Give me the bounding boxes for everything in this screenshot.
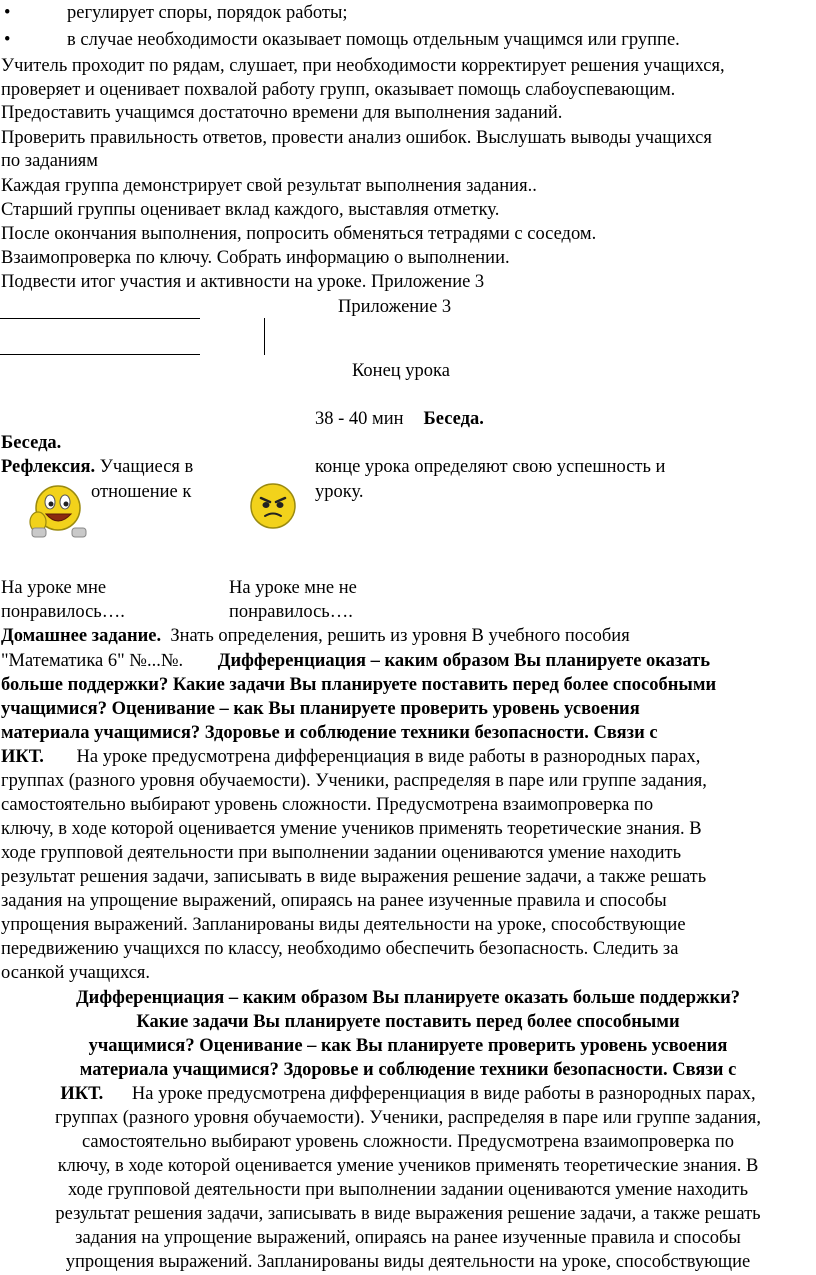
reflection-text: отношение к — [91, 482, 192, 502]
text-line: Каждая группа демонстрирует свой результат выполнения задания.. — [1, 176, 537, 196]
centered-bold-line: Дифференциация – каким образом Вы планируете оказать больше поддержки? — [75, 988, 741, 1008]
centered-line: группах (разного уровня обучаемости). Ученики, распределяя в паре или группе задания, — [55, 1108, 761, 1128]
centered-line: ходе групповой деятельности при выполнении задании оцениваются умение находить — [67, 1180, 749, 1200]
bold-line: материала учащимися? Здоровье и соблюдение техники безопасности. Связи с — [1, 723, 658, 743]
text-line: группах (разного уровня обучаемости). Ученики, распределяя в паре или группе задания, — [1, 771, 707, 791]
text-line: осанкой учащихся. — [1, 963, 151, 983]
appendix-label: Приложение 3 — [338, 297, 452, 317]
text-line: ходе групповой деятельности при выполнении задании оцениваются умение находить — [1, 843, 682, 863]
text-line: Подвести итог участия и активности на уроке. Приложение 3 — [1, 272, 485, 292]
text-line: Учитель проходит по рядам, слушает, при необходимости корректирует решения учащихся, — [1, 56, 725, 76]
text-line: ИКТ. На уроке предусмотрена дифференциация в виде работы в разнородных парах, — [1, 747, 701, 767]
centered-line: ключу, в ходе которой оценивается умение учеников применять теоретические знания. В — [57, 1156, 759, 1176]
liked-label: На уроке мне — [1, 578, 107, 598]
centered-line: задания на упрощение выражений, опираясь на ранее изученные правила и способы — [75, 1228, 741, 1248]
text-line: передвижению учащихся по классу, необходимо обеспечить безопасность. Следить за — [1, 939, 679, 959]
time-line: 38 - 40 мин Беседа. — [315, 409, 484, 429]
centered-bold-line: Какие задачи Вы планируете поставить перед более способными — [136, 1012, 680, 1032]
text-line: Взаимопроверка по ключу. Собрать информацию о выполнении. — [1, 248, 510, 268]
centered-line: самостоятельно выбирают уровень сложности. Предусмотрена взаимопроверка по — [81, 1132, 735, 1152]
centered-line: упрощения выражений. Запланированы виды деятельности на уроке, способствующие — [65, 1252, 751, 1272]
disliked-label: понравилось…. — [229, 602, 353, 622]
homework-line: Домашнее задание. Знать определения, решить из уровня В учебного пособия — [1, 626, 630, 646]
centered-line: ИКТ. На уроке предусмотрена дифференциация в виде работы в разнородных парах, — [60, 1084, 756, 1104]
talk-label: Беседа. — [1, 433, 62, 453]
unhappy-smiley-icon — [247, 480, 299, 532]
centered-line: результат решения задачи, записывать в виде выражения решение задачи, а также решать — [55, 1204, 761, 1224]
text-line: Старший группы оценивает вклад каждого, выставляя отметку. — [1, 200, 500, 220]
text-line: результат решения задачи, записывать в виде выражения решение задачи, а также решать — [1, 867, 707, 887]
centered-bold-line: учащимися? Оценивание – как Вы планируете проверить уровень усвоения — [88, 1036, 728, 1056]
text-line: упрощения выражений. Запланированы виды деятельности на уроке, способствующие — [1, 915, 686, 935]
table-border — [0, 354, 200, 355]
text-line: Проверить правильность ответов, провести анализ ошибок. Выслушать выводы учащихся — [1, 128, 712, 148]
section-heading: Конец урока — [352, 361, 450, 381]
table-border — [264, 318, 265, 355]
reflection-text: конце урока определяют свою успешность и — [315, 457, 666, 477]
text-line: Предоставить учащимся достаточно времени для выполнения заданий. — [1, 103, 563, 123]
text-line: После окончания выполнения, попросить обменяться тетрадями с соседом. — [1, 224, 597, 244]
bold-line: больше поддержки? Какие задачи Вы планируете поставить перед более способными — [1, 675, 717, 695]
text-line: ключу, в ходе которой оценивается умение учеников применять теоретические знания. В — [1, 819, 702, 839]
homework-line: "Математика 6" №...№. Дифференциация – каким образом Вы планируете оказать — [1, 651, 710, 671]
text-line: самостоятельно выбирают уровень сложности. Предусмотрена взаимопроверка по — [1, 795, 654, 815]
disliked-label: На уроке мне не — [229, 578, 357, 598]
reflection-line: Рефлексия. Учащиеся в — [1, 457, 194, 477]
text-line: задания на упрощение выражений, опираясь на ранее изученные правила и способы — [1, 891, 667, 911]
text-line: по заданиям — [1, 151, 98, 171]
table-border — [0, 318, 200, 319]
happy-smiley-icon — [20, 478, 90, 546]
centered-bold-line: материала учащимися? Здоровье и соблюдение техники безопасности. Связи с — [79, 1060, 737, 1080]
liked-label: понравилось…. — [1, 602, 125, 622]
bold-line: учащимися? Оценивание – как Вы планируете проверить уровень усвоения — [1, 699, 640, 719]
reflection-text: уроку. — [315, 482, 364, 502]
text-line: проверяет и оценивает похвалой работу групп, оказывает помощь слабоуспевающим. — [1, 80, 676, 100]
